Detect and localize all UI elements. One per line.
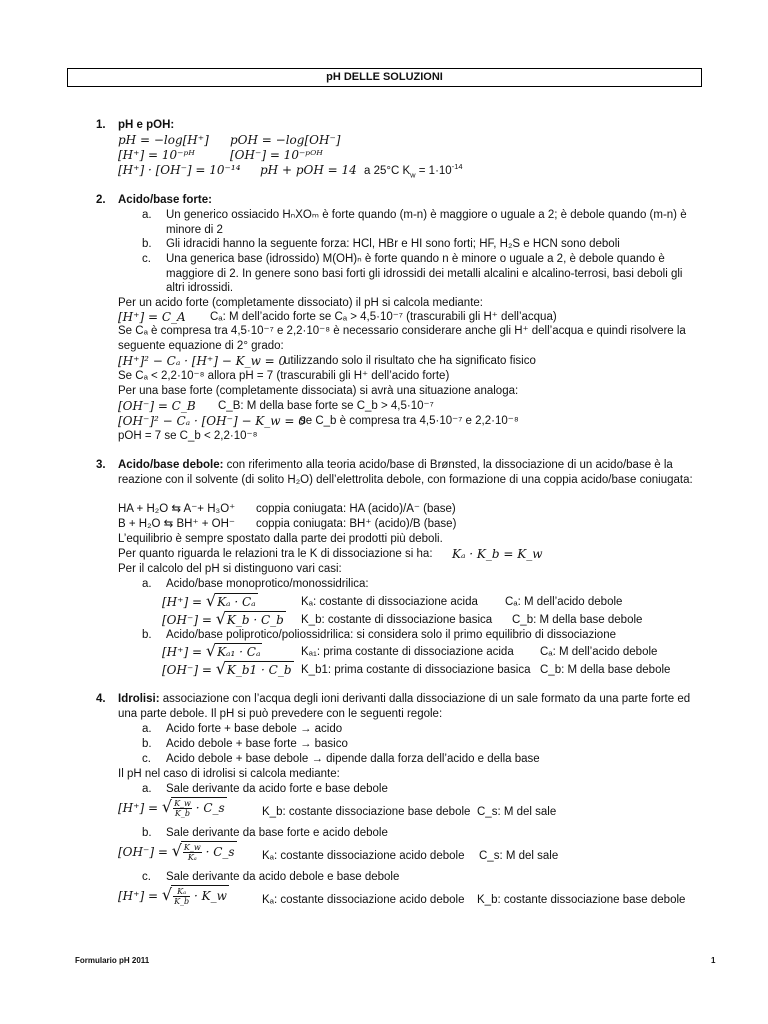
text-line: Se Cₐ è compresa tra 4,5·10⁻⁷ e 2,2·10⁻⁸ è necessario considerare anche gli H⁺ dell’acqua e quindi risolvere la seguente equazione di 2° grado: xyxy=(118,325,686,352)
reaction: HA + H₂O ⇆ A⁻+ H₃O⁺ xyxy=(118,503,236,515)
formula-oh-cb: [OH⁻] = C_B xyxy=(118,399,196,413)
formula-h-ca: [H⁺] = C_A xyxy=(118,310,186,324)
page-number: 1 xyxy=(711,956,716,965)
list-letter: a. xyxy=(142,723,152,735)
text-line: Kₐ: costante dissociazione acido debole xyxy=(262,894,465,906)
page-title: pH DELLE SOLUZIONI xyxy=(67,68,702,87)
text-line: Se Cₐ < 2,2·10⁻⁸ allora pH = 7 (trascurabili gli H⁺ dell’acido forte) xyxy=(118,370,450,382)
text-line: coppia coniugata: HA (acido)/A⁻ (base) xyxy=(256,503,456,515)
formula-hydrolysis-a: [H⁺] = √ $\frac{K\_w}{K\_b}$ · C_s xyxy=(118,797,225,818)
text-line: C_B: M della base forte se C_b > 4,5·10⁻⁷ xyxy=(218,400,434,412)
list-item-monoprotic: Acido/base monoprotico/monossidrilica: xyxy=(166,578,369,590)
text-line: pOH = 7 se C_b < 2,2·10⁻⁸ xyxy=(118,430,258,442)
list-item-idracidi: Gli idracidi hanno la seguente forza: HCl, HBr e HI sono forti; HF, H₂S e HCN sono deboli xyxy=(166,238,620,250)
case-heading: Sale derivante da acido forte e base debole xyxy=(166,783,388,795)
section-1-heading: pH e pOH: xyxy=(118,119,175,131)
case-heading: Sale derivante da acido debole e base debole xyxy=(166,871,400,883)
list-letter: b. xyxy=(142,238,152,250)
text-line: L’equilibrio è sempre spostato dalla parte dei prodotti più deboli. xyxy=(118,533,443,545)
formula-weak-acid: [H⁺] = √Kₐ · Cₐ xyxy=(162,591,256,610)
formula-kw-product: [H⁺] · [OH⁻] = 10⁻¹⁴ xyxy=(118,163,241,177)
text-line: Per un acido forte (completamente dissociato) il pH si calcola mediante: xyxy=(118,297,483,309)
footer-title: Formulario pH 2011 xyxy=(75,956,150,965)
text-line: C_b: M della base debole xyxy=(540,664,671,676)
formula-hydrolysis-b: [OH⁻] = √ $\frac{K\_w}{\text{Kₐ}}$ · C_s xyxy=(118,841,235,862)
text-line: Kₐ₁: prima costante di dissociazione acida xyxy=(301,646,514,658)
text-line: K_b: costante dissociazione base debole xyxy=(477,894,686,906)
formula-ph: pH = −log[H⁺] xyxy=(118,133,209,147)
rule-item: Acido debole + base forte → basico xyxy=(166,738,348,750)
case-heading: Sale derivante da base forte e acido debole xyxy=(166,827,388,839)
list-letter: a. xyxy=(142,209,152,221)
formula-weak-base: [OH⁻] = √K_b · C_b xyxy=(162,609,284,628)
list-letter: a. xyxy=(142,783,152,795)
formula-ka-kb: Kₐ · K_b = K_w xyxy=(452,547,543,561)
rule-item: Acido forte + base debole → acido xyxy=(166,723,343,735)
list-item-ossiacido: Un generico ossiacido HₙXOₘ è forte quando (m-n) è maggiore o uguale a 2; è debole quando (m-n) è minore di 2 xyxy=(166,209,687,236)
section-4-number: 4. xyxy=(96,693,106,705)
text-line: Cₐ: M dell’acido forte se Cₐ > 4,5·10⁻⁷ (trascurabili gli H⁺ dell’acqua) xyxy=(210,311,557,323)
text-line: K_b: costante di dissociazione basica xyxy=(301,614,493,626)
formula-quadratic-acid: [H⁺]² − Cₐ · [H⁺] − K_w = 0 xyxy=(118,354,287,368)
list-letter: b. xyxy=(142,629,152,641)
section-4-intro: Idrolisi: associazione con l’acqua degli ioni derivanti dalla dissociazione di un sale formato da una parte forte ed una parte debole. Il pH si può prevedere con le seguenti regole: xyxy=(118,693,691,720)
text-line: Cₐ: M dell’acido debole xyxy=(505,596,623,608)
list-letter: c. xyxy=(142,871,151,883)
text-line: Per una base forte (completamente dissociata) si avrà una situazione analoga: xyxy=(118,385,519,397)
formula-ph-sum: pH + pOH = 14 xyxy=(260,163,357,177)
section-3-intro: Acido/base debole: con riferimento alla teoria acido/base di Brønsted, la dissociazione di un acido/base è la reazione con il solvente (di solito H₂O) dell’elettrolita debole, con formazione di una coppia acido/base coniugata: xyxy=(118,459,693,486)
text-line: coppia coniugata: BH⁺ (acido)/B (base) xyxy=(256,518,457,530)
section-2-number: 2. xyxy=(96,194,106,206)
section-3-number: 3. xyxy=(96,459,106,471)
list-letter: a. xyxy=(142,578,152,590)
reaction: B + H₂O ⇆ BH⁺ + OH⁻ xyxy=(118,518,235,530)
text-line: Il pH nel caso di idrolisi si calcola mediante: xyxy=(118,768,340,780)
list-letter: b. xyxy=(142,738,152,750)
text-line: K_b1: prima costante di dissociazione basica xyxy=(301,664,531,676)
formula-poh: pOH = −log[OH⁻] xyxy=(230,133,341,147)
list-item-polyprotic: Acido/base poliprotico/poliossidrilica: si considera solo il primo equilibrio di dissociazione xyxy=(166,629,616,641)
formula-polyprotic-base: [OH⁻] = √K_b1 · C_b xyxy=(162,659,292,678)
text-line: C_b: M della base debole xyxy=(512,614,643,626)
section-2-heading: Acido/base forte: xyxy=(118,194,212,206)
formula-oh-conc: [OH⁻] = 10⁻ᵖᴼᴴ xyxy=(230,148,323,162)
list-letter: c. xyxy=(142,253,151,265)
text-line: Cₐ: M dell’acido debole xyxy=(540,646,658,658)
text-line: Kₐ: costante dissociazione acido debole xyxy=(262,850,465,862)
kw-note: a 25°C $K_w = 1\cdot 10^{-14}$ xyxy=(364,162,463,180)
list-item-base: Una generica base (idrossido) M(OH)ₙ è forte quando n è minore o uguale a 2, è debole quando è maggiore di 2. In genere sono basi forti gli idrossidi dei metalli alcalini e alcalino-terrosi, basi deboli gli altri idrossidi. xyxy=(166,253,683,294)
text-line: Per quanto riguarda le relazioni tra le K di dissociazione si ha: xyxy=(118,548,433,560)
text-line: utilizzando solo il risultato che ha significato fisico xyxy=(284,355,536,367)
list-letter: c. xyxy=(142,753,151,765)
text-line: Per il calcolo del pH si distinguono vari casi: xyxy=(118,563,342,575)
text-line: C_s: M del sale xyxy=(479,850,559,862)
list-letter: b. xyxy=(142,827,152,839)
formula-hydrolysis-c: [H⁺] = √ $\frac{\text{Kₐ}}{K\_b}$ · K_w xyxy=(118,885,227,906)
formula-polyprotic-acid: [H⁺] = √Kₐ₁ · Cₐ xyxy=(162,641,261,660)
section-1-number: 1. xyxy=(96,119,106,131)
text-line: C_s: M del sale xyxy=(477,806,557,818)
rule-item: Acido debole + base debole → dipende dalla forza dell’acido e della base xyxy=(166,753,540,765)
formula-quadratic-base: [OH⁻]² − Cₐ · [OH⁻] − K_w = 0 xyxy=(118,414,306,428)
text-line: se C_b è compresa tra 4,5·10⁻⁷ e 2,2·10⁻⁸ xyxy=(300,415,519,427)
text-line: K_b: costante dissociazione base debole xyxy=(262,806,471,818)
formula-h-conc: [H⁺] = 10⁻ᵖᴴ xyxy=(118,148,195,162)
text-line: Kₐ: costante di dissociazione acida xyxy=(301,596,478,608)
